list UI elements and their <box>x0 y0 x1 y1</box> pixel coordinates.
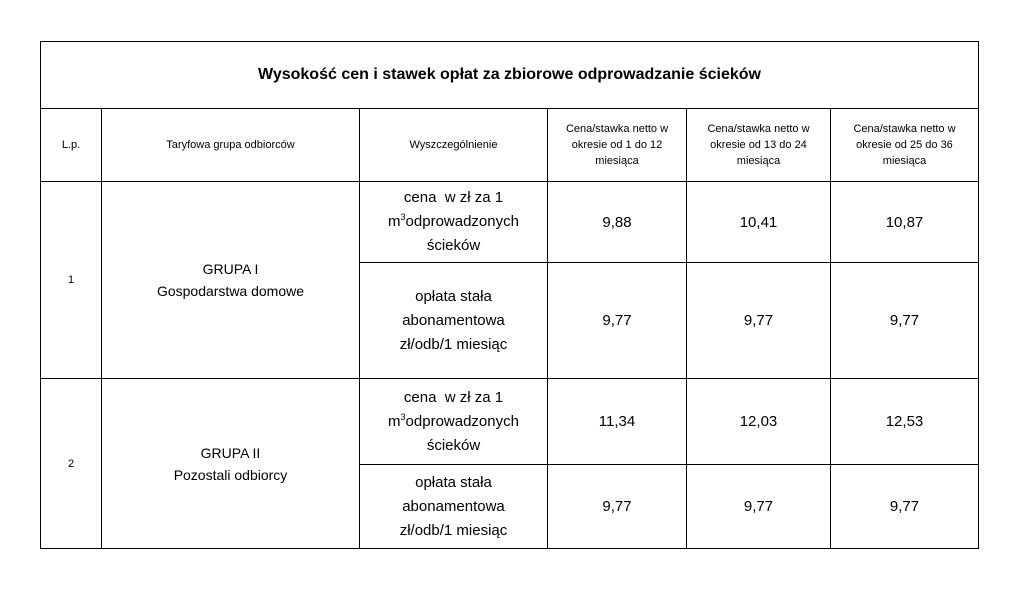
value-period-3: 9,77 <box>831 465 979 549</box>
group-description: Pozostali odbiorcy <box>173 466 288 483</box>
value-period-1: 11,34 <box>548 379 687 465</box>
spec-unit-exponent: 3 <box>400 411 406 422</box>
value-period-3: 10,87 <box>831 182 979 263</box>
header-row <box>41 109 979 182</box>
header-group: Taryfowa grupa odbiorców <box>102 109 360 182</box>
spec-line: abonamentowa <box>402 497 505 515</box>
spec-unit: m <box>388 213 401 230</box>
row-number: 1 <box>41 182 102 379</box>
spec-line: zł/odb/1 miesiąc <box>399 521 508 539</box>
spec-line-text: odprowadzonych <box>405 412 519 430</box>
spec-line <box>364 410 543 434</box>
spec-line: opłata stała <box>415 473 492 491</box>
group-name: GRUPA I <box>202 261 259 277</box>
spec-line: ścieków <box>426 237 481 254</box>
spec-line: opłata stała <box>415 287 492 305</box>
spec-line: cena w zł za 1 <box>403 189 504 206</box>
spec-line <box>364 210 543 234</box>
spec-line: zł/odb/1 miesiąc <box>399 335 508 353</box>
value-period-2: 9,77 <box>687 465 831 549</box>
group-cell <box>102 182 360 379</box>
spec-cell <box>360 182 548 263</box>
group-name: GRUPA II <box>200 444 261 461</box>
spec-line: abonamentowa <box>402 311 505 329</box>
table-row <box>41 379 979 465</box>
spec-cell <box>360 263 548 379</box>
value-period-3: 12,53 <box>831 379 979 465</box>
header-period-3: Cena/stawka netto w okresie od 25 do 36 miesiąca <box>831 109 979 182</box>
table-title: Wysokość cen i stawek opłat za zbiorowe odprowadzanie ścieków <box>41 42 979 109</box>
header-spec: Wyszczególnienie <box>360 109 548 182</box>
spec-line: ścieków <box>426 436 481 454</box>
row-number: 2 <box>41 379 102 549</box>
value-period-1: 9,77 <box>548 263 687 379</box>
spec-unit-exponent: 3 <box>400 212 406 222</box>
spec-cell <box>360 379 548 465</box>
spec-cell <box>360 465 548 549</box>
group-cell <box>102 379 360 549</box>
value-period-2: 12,03 <box>687 379 831 465</box>
value-period-2: 10,41 <box>687 182 831 263</box>
table-row <box>41 182 979 263</box>
header-period-1: Cena/stawka netto w okresie od 1 do 12 miesiąca <box>548 109 687 182</box>
title-row <box>41 42 979 109</box>
group-description: Gospodarstwa domowe <box>156 283 305 299</box>
spec-line-text: odprowadzonych <box>405 213 519 230</box>
value-period-2: 9,77 <box>687 263 831 379</box>
value-period-1: 9,77 <box>548 465 687 549</box>
spec-unit: m <box>388 412 401 430</box>
tariff-table <box>40 41 979 549</box>
value-period-1: 9,88 <box>548 182 687 263</box>
spec-line: cena w zł za 1 <box>403 388 504 406</box>
header-lp: L.p. <box>41 109 102 182</box>
value-period-3: 9,77 <box>831 263 979 379</box>
header-period-2: Cena/stawka netto w okresie od 13 do 24 miesiąca <box>687 109 831 182</box>
